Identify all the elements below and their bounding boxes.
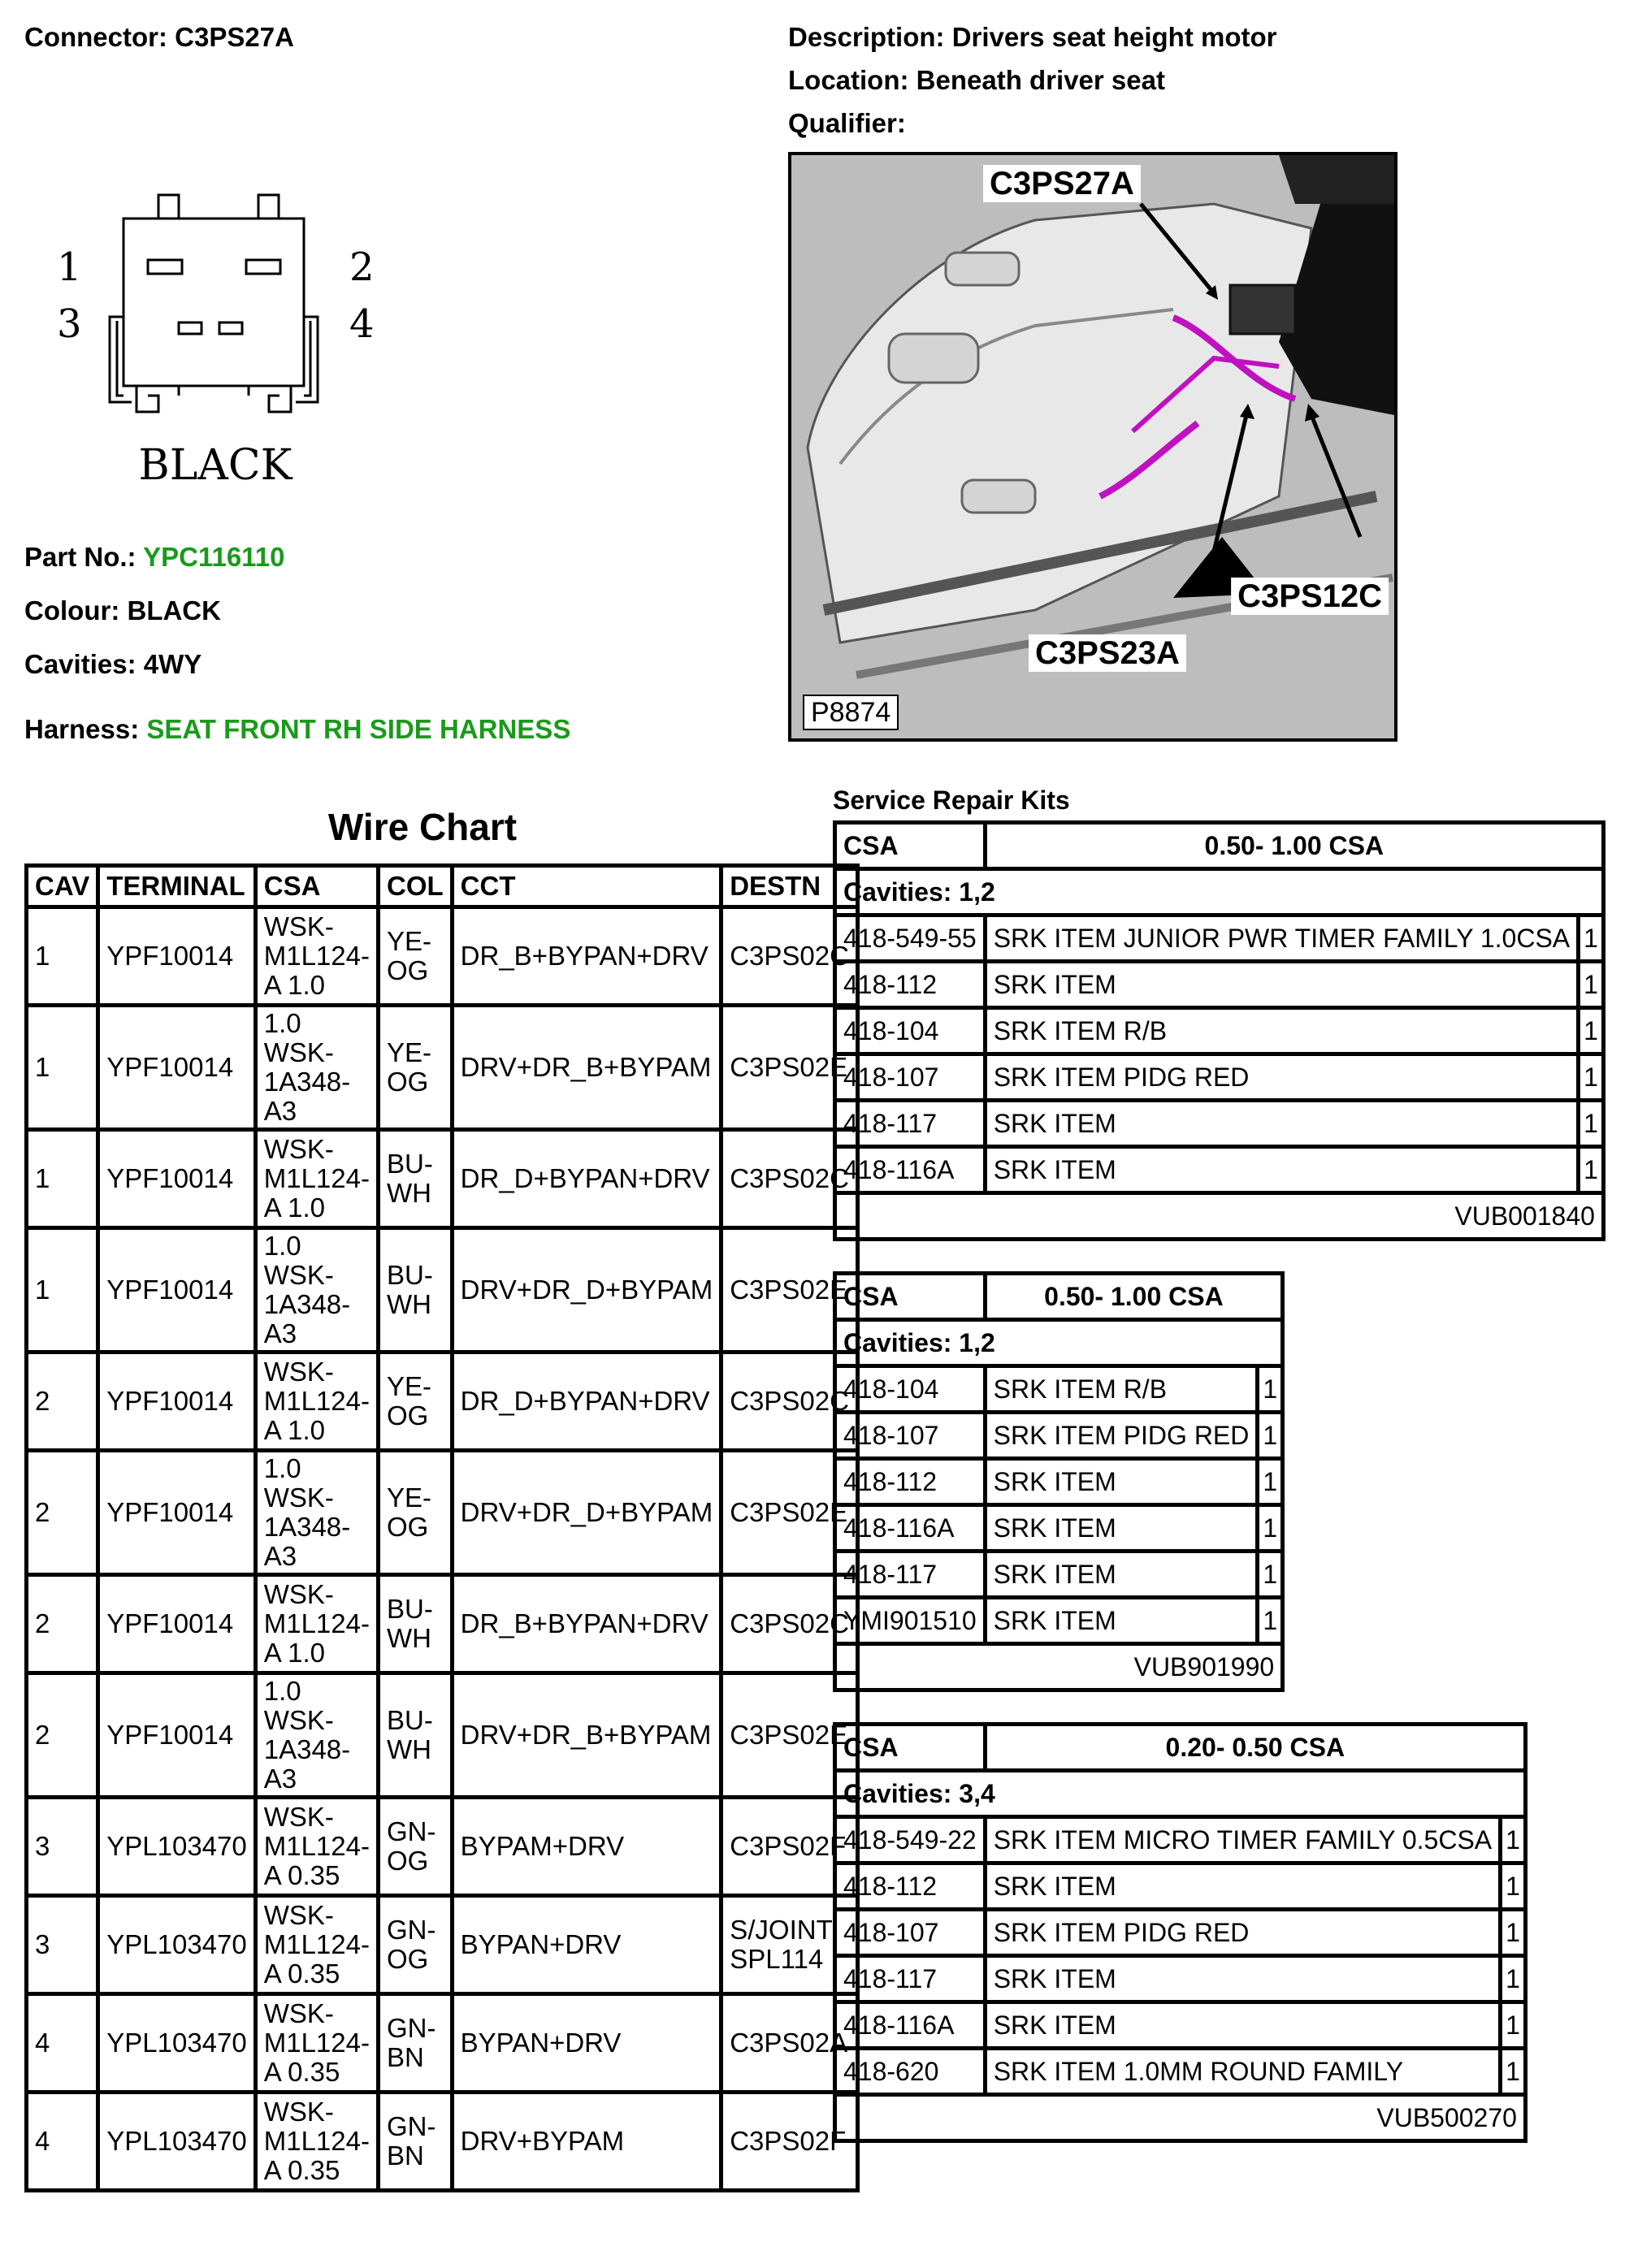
kit-item-desc: SRK ITEM MICRO TIMER FAMILY 0.5CSA — [985, 1817, 1500, 1863]
kit-item-part: 418-549-22 — [835, 1817, 986, 1863]
kit-item-part: 418-620 — [835, 2049, 986, 2095]
kit-item-qty: 1 — [1501, 1863, 1526, 1910]
wire-cell-terminal: YPL103470 — [98, 1994, 256, 2093]
wire-row — [27, 1673, 858, 1798]
header-col: COL — [378, 866, 452, 907]
kit-cavities: Cavities: 1,2 — [835, 1320, 1283, 1366]
kit-item-qty: 1 — [1258, 1505, 1283, 1552]
wire-cell-col: YE- OG — [378, 1451, 452, 1575]
wire-cell-csa: 1.0 WSK- 1A348- A3 — [255, 1673, 378, 1798]
kit-item-part: YMI901510 — [835, 1598, 986, 1644]
wire-cell-col: BU- WH — [378, 1575, 452, 1673]
wire-cell-cct: DR_D+BYPAN+DRV — [452, 1353, 722, 1451]
kit-item-row — [835, 1008, 1604, 1054]
wire-cell-destn: C3PS02F — [722, 1798, 858, 1896]
wire-cell-cav: 3 — [27, 1896, 98, 1994]
kit-item-row — [835, 1054, 1604, 1101]
part-number-label: Part No.: — [24, 542, 136, 572]
wire-cell-csa: 1.0 WSK- 1A348- A3 — [255, 1228, 378, 1353]
kit-item-qty: 1 — [1579, 1054, 1604, 1101]
kit-item-row — [835, 962, 1604, 1008]
kit-item-qty: 1 — [1579, 1008, 1604, 1054]
wire-cell-cav: 2 — [27, 1451, 98, 1575]
kit-item-part: 418-104 — [835, 1008, 986, 1054]
repair-kit-2 — [833, 1271, 1285, 1692]
kit-item-part: 418-117 — [835, 1101, 986, 1147]
kit-item-desc: SRK ITEM — [985, 1863, 1500, 1910]
kit-item-part: 418-116A — [835, 1505, 986, 1552]
wire-cell-csa: 1.0 WSK- 1A348- A3 — [255, 1451, 378, 1575]
kit-item-desc: SRK ITEM — [985, 1956, 1500, 2002]
wire-cell-cav: 2 — [27, 1353, 98, 1451]
kit-csa-range: 0.50- 1.00 CSA — [985, 823, 1603, 869]
wire-cell-cav: 2 — [27, 1575, 98, 1673]
kit-item-qty: 1 — [1579, 1147, 1604, 1193]
kit-item-desc: SRK ITEM PIDG RED — [985, 1413, 1258, 1459]
kit-ref-row — [835, 1644, 1283, 1690]
wire-chart-header-row — [27, 866, 858, 907]
wire-row — [27, 1575, 858, 1673]
kit-item-qty: 1 — [1579, 1101, 1604, 1147]
pin-3-label: 3 — [57, 301, 82, 347]
wire-cell-csa: WSK- M1L124- A 0.35 — [255, 1896, 378, 1994]
wire-cell-csa: WSK- M1L124- A 1.0 — [255, 1353, 378, 1451]
header-cct: CCT — [452, 866, 722, 907]
wire-cell-csa: WSK- M1L124- A 0.35 — [255, 1798, 378, 1896]
kit-item-part: 418-117 — [835, 1956, 986, 2002]
wire-chart-table — [24, 863, 860, 2192]
wire-cell-cct: DR_B+BYPAN+DRV — [452, 1575, 722, 1673]
wire-cell-cct: DRV+BYPAM — [452, 2093, 722, 2191]
wire-cell-terminal: YPF10014 — [98, 1130, 256, 1228]
kit-header-row — [835, 823, 1604, 869]
wire-cell-col: YE- OG — [378, 1353, 452, 1451]
wire-cell-csa: WSK- M1L124- A 1.0 — [255, 1575, 378, 1673]
kit-item-part: 418-112 — [835, 962, 986, 1008]
wire-cell-cav: 1 — [27, 1130, 98, 1228]
kit-item-row — [835, 915, 1604, 962]
wire-cell-cav: 1 — [27, 1228, 98, 1353]
wire-cell-col: GN- BN — [378, 1994, 452, 2093]
wire-cell-cct: DRV+DR_D+BYPAM — [452, 1228, 722, 1353]
kit-item-row — [835, 1413, 1283, 1459]
kit-cavities: Cavities: 1,2 — [835, 869, 1604, 915]
kit-item-row — [835, 1147, 1604, 1193]
connector-id: C3PS27A — [175, 22, 294, 52]
location-value: Beneath driver seat — [916, 65, 1165, 95]
kit-ref-row — [835, 2095, 1526, 2141]
header-terminal: TERMINAL — [98, 866, 256, 907]
wire-row — [27, 1451, 858, 1575]
kit-item-row — [835, 1956, 1526, 2002]
wire-cell-destn: C3PS02E — [722, 1006, 858, 1130]
kit-item-row — [835, 1817, 1526, 1863]
wire-cell-destn: C3PS02E — [722, 1673, 858, 1798]
wire-cell-col: YE- OG — [378, 907, 452, 1006]
kit-reference: VUB500270 — [835, 2095, 1526, 2141]
kit-cavities: Cavities: 3,4 — [835, 1771, 1526, 1817]
header-csa: CSA — [255, 866, 378, 907]
description-value: Drivers seat height motor — [951, 22, 1277, 52]
cavities-value: 4WY — [143, 649, 202, 679]
wire-cell-cct: BYPAN+DRV — [452, 1994, 722, 2093]
wire-cell-col: BU- WH — [378, 1228, 452, 1353]
repair-kit-1 — [833, 820, 1606, 1241]
kit-item-part: 418-116A — [835, 2002, 986, 2049]
kit-item-row — [835, 1910, 1526, 1956]
wire-cell-destn: C3PS02C — [722, 1130, 858, 1228]
kit-item-desc: SRK ITEM PIDG RED — [985, 1054, 1578, 1101]
kit-item-row — [835, 2002, 1526, 2049]
wire-cell-destn: C3PS02F — [722, 2093, 858, 2191]
kit-item-desc: SRK ITEM — [985, 1101, 1578, 1147]
kit-item-row — [835, 1552, 1283, 1598]
kit-item-part: 418-107 — [835, 1910, 986, 1956]
callout-c3ps12c: C3PS12C — [1231, 578, 1389, 615]
wire-cell-col: GN- OG — [378, 1896, 452, 1994]
wire-cell-csa: WSK- M1L124- A 1.0 — [255, 1130, 378, 1228]
wire-chart-body — [27, 907, 858, 2191]
kit-cavities-row — [835, 1320, 1283, 1366]
kit-header-row — [835, 1274, 1283, 1320]
description-line — [788, 21, 1276, 54]
connector-line — [24, 21, 294, 54]
kit-cavities-row — [835, 1771, 1526, 1817]
wire-cell-destn: C3PS02C — [722, 907, 858, 1006]
kit-item-desc: SRK ITEM R/B — [985, 1008, 1578, 1054]
repair-kit-3 — [833, 1722, 1528, 2143]
wire-row — [27, 1798, 858, 1896]
location-line — [788, 64, 1165, 97]
kit-item-row — [835, 1366, 1283, 1413]
wire-cell-cav: 3 — [27, 1798, 98, 1896]
wire-cell-cct: DRV+DR_B+BYPAM — [452, 1006, 722, 1130]
kit-reference: VUB901990 — [835, 1644, 1283, 1690]
kit-ref-row — [835, 1193, 1604, 1240]
qualifier-line — [788, 107, 906, 140]
wire-cell-destn: C3PS02E — [722, 1228, 858, 1353]
repair-kit-table — [833, 820, 1606, 1241]
kit-item-row — [835, 1101, 1604, 1147]
kit-item-qty: 1 — [1258, 1413, 1283, 1459]
repair-kits-title: Service Repair Kits — [833, 786, 1070, 815]
kit-item-qty: 1 — [1501, 2002, 1526, 2049]
kit-item-part: 418-112 — [835, 1459, 986, 1505]
kit-item-row — [835, 1459, 1283, 1505]
repair-kit-table — [833, 1722, 1528, 2143]
callout-c3ps23a: C3PS23A — [1029, 634, 1186, 672]
kit-csa-label: CSA — [835, 1274, 986, 1320]
colour-label: Colour: — [24, 595, 120, 625]
cavities-label: Cavities: — [24, 649, 136, 679]
kit-item-desc: SRK ITEM — [985, 1552, 1258, 1598]
wire-cell-terminal: YPF10014 — [98, 1575, 256, 1673]
location-label: Location: — [788, 65, 909, 95]
kit-item-qty: 1 — [1258, 1459, 1283, 1505]
connector-label: Connector: — [24, 22, 167, 52]
wire-cell-terminal: YPF10014 — [98, 1451, 256, 1575]
kit-item-desc: SRK ITEM PIDG RED — [985, 1910, 1500, 1956]
repair-kit-table — [833, 1271, 1285, 1692]
wire-cell-terminal: YPL103470 — [98, 2093, 256, 2191]
kit-item-part: 418-104 — [835, 1366, 986, 1413]
wire-row — [27, 1130, 858, 1228]
part-number-line — [24, 541, 284, 573]
wire-cell-col: GN- OG — [378, 1798, 452, 1896]
kit-item-row — [835, 1505, 1283, 1552]
cavities-line — [24, 648, 202, 681]
wire-chart-title: Wire Chart — [327, 806, 518, 848]
wire-row — [27, 1994, 858, 2093]
colour-value: BLACK — [127, 595, 221, 625]
wire-cell-cct: BYPAM+DRV — [452, 1798, 722, 1896]
wire-cell-col: YE- OG — [378, 1006, 452, 1130]
wire-cell-terminal: YPL103470 — [98, 1798, 256, 1896]
header-destn: DESTN — [722, 866, 858, 907]
wire-cell-cct: BYPAN+DRV — [452, 1896, 722, 1994]
kit-item-part: 418-549-55 — [835, 915, 986, 962]
wire-cell-terminal: YPF10014 — [98, 1228, 256, 1353]
pin-4-label: 4 — [349, 301, 375, 347]
wire-cell-terminal: YPF10014 — [98, 907, 256, 1006]
wire-cell-csa: WSK- M1L124- A 1.0 — [255, 907, 378, 1006]
wire-cell-terminal: YPF10014 — [98, 1673, 256, 1798]
kit-item-part: 418-112 — [835, 1863, 986, 1910]
connector-face-diagram — [49, 183, 406, 500]
header-cav: CAV — [27, 866, 98, 907]
wire-cell-col: BU- WH — [378, 1673, 452, 1798]
kit-item-desc: SRK ITEM — [985, 1147, 1578, 1193]
wire-cell-cav: 1 — [27, 907, 98, 1006]
connector-colour-label: BLACK — [138, 441, 292, 490]
wire-cell-cav: 1 — [27, 1006, 98, 1130]
description-label: Description: — [788, 22, 945, 52]
kit-item-qty: 1 — [1258, 1366, 1283, 1413]
wire-row — [27, 907, 858, 1006]
kit-item-desc: SRK ITEM — [985, 1459, 1258, 1505]
wire-cell-cct: DR_D+BYPAN+DRV — [452, 1130, 722, 1228]
wire-cell-col: GN- BN — [378, 2093, 452, 2191]
wire-row — [27, 1228, 858, 1353]
kit-item-desc: SRK ITEM — [985, 962, 1578, 1008]
kit-item-desc: SRK ITEM — [985, 2002, 1500, 2049]
picture-id: P8874 — [803, 695, 899, 730]
kit-item-part: 418-107 — [835, 1054, 986, 1101]
harness-label: Harness: — [24, 714, 140, 744]
kit-item-part: 418-116A — [835, 1147, 986, 1193]
kit-item-desc: SRK ITEM — [985, 1598, 1258, 1644]
qualifier-label: Qualifier: — [788, 108, 906, 138]
kit-item-row — [835, 1598, 1283, 1644]
kit-reference: VUB001840 — [835, 1193, 1604, 1240]
wire-cell-csa: 1.0 WSK- 1A348- A3 — [255, 1006, 378, 1130]
kit-csa-label: CSA — [835, 1725, 986, 1771]
kit-cavities-row — [835, 869, 1604, 915]
part-number-value[interactable]: YPC116110 — [143, 542, 285, 572]
wire-cell-destn: C3PS02E — [722, 1451, 858, 1575]
wire-cell-destn: S/JOINT SPL114 — [722, 1896, 858, 1994]
wire-cell-cct: DRV+DR_D+BYPAM — [452, 1451, 722, 1575]
wire-cell-col: BU- WH — [378, 1130, 452, 1228]
kit-item-qty: 1 — [1258, 1552, 1283, 1598]
wire-cell-terminal: YPL103470 — [98, 1896, 256, 1994]
connector-location-image — [788, 152, 1398, 742]
wire-row — [27, 2093, 858, 2191]
wire-cell-cct: DRV+DR_B+BYPAM — [452, 1673, 722, 1798]
pin-1-label: 1 — [57, 245, 82, 290]
kit-item-qty: 1 — [1501, 1817, 1526, 1863]
colour-line — [24, 595, 221, 627]
kit-item-qty: 1 — [1501, 2049, 1526, 2095]
wire-cell-destn: C3PS02C — [722, 1575, 858, 1673]
kit-csa-range: 0.50- 1.00 CSA — [985, 1274, 1283, 1320]
kit-item-qty: 1 — [1501, 1956, 1526, 2002]
kit-item-desc: SRK ITEM — [985, 1505, 1258, 1552]
pin-2-label: 2 — [349, 245, 375, 290]
kit-item-qty: 1 — [1501, 1910, 1526, 1956]
kit-csa-label: CSA — [835, 823, 986, 869]
kit-item-desc: SRK ITEM 1.0MM ROUND FAMILY — [985, 2049, 1500, 2095]
kit-item-part: 418-107 — [835, 1413, 986, 1459]
wire-cell-destn: C3PS02C — [722, 1353, 858, 1451]
kit-item-desc: SRK ITEM R/B — [985, 1366, 1258, 1413]
kit-item-qty: 1 — [1258, 1598, 1283, 1644]
wire-row — [27, 1006, 858, 1130]
harness-value[interactable]: SEAT FRONT RH SIDE HARNESS — [146, 714, 571, 744]
wire-cell-cct: DR_B+BYPAN+DRV — [452, 907, 722, 1006]
wire-cell-terminal: YPF10014 — [98, 1353, 256, 1451]
harness-line — [24, 713, 570, 746]
wire-cell-terminal: YPF10014 — [98, 1006, 256, 1130]
kit-item-row — [835, 1863, 1526, 1910]
kit-item-desc: SRK ITEM JUNIOR PWR TIMER FAMILY 1.0CSA — [985, 915, 1578, 962]
wire-cell-destn: C3PS02A — [722, 1994, 858, 2093]
wire-row — [27, 1896, 858, 1994]
wire-cell-csa: WSK- M1L124- A 0.35 — [255, 2093, 378, 2191]
kit-item-qty: 1 — [1579, 962, 1604, 1008]
wire-cell-csa: WSK- M1L124- A 0.35 — [255, 1994, 378, 2093]
callout-c3ps27a: C3PS27A — [983, 165, 1141, 202]
kit-csa-range: 0.20- 0.50 CSA — [985, 1725, 1525, 1771]
kit-item-qty: 1 — [1579, 915, 1604, 962]
wire-cell-cav: 4 — [27, 1994, 98, 2093]
wire-row — [27, 1353, 858, 1451]
kit-item-part: 418-117 — [835, 1552, 986, 1598]
kit-item-row — [835, 2049, 1526, 2095]
wire-cell-cav: 4 — [27, 2093, 98, 2191]
kit-header-row — [835, 1725, 1526, 1771]
wire-cell-cav: 2 — [27, 1673, 98, 1798]
